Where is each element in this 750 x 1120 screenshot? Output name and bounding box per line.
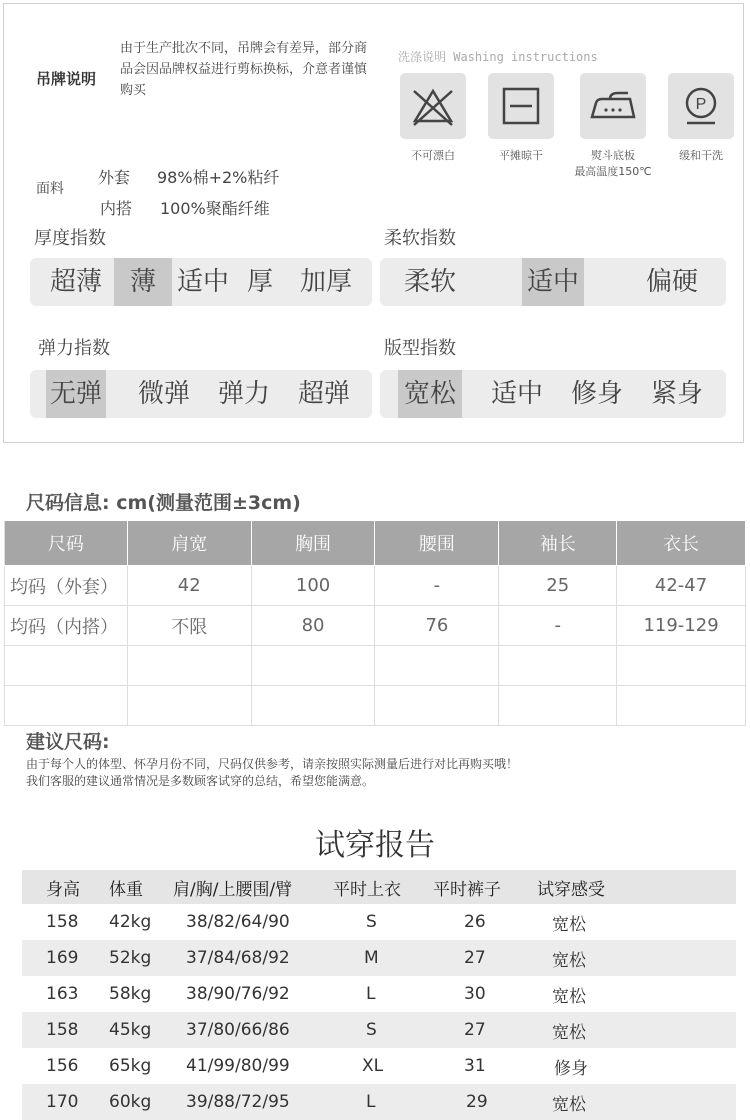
fabric-outer-value: 98%棉+2%粘纤 xyxy=(157,168,280,187)
table-cell: 169 xyxy=(22,940,108,976)
table-cell xyxy=(617,646,746,686)
table-cell: S xyxy=(366,912,377,932)
table-cell: 58kg xyxy=(109,984,152,1004)
table-cell: 60kg xyxy=(108,1084,172,1120)
table-cell: 宽松 xyxy=(536,940,736,976)
iron-icon xyxy=(580,73,646,139)
size-col-header: 腰围 xyxy=(375,521,499,566)
table-row xyxy=(22,904,736,940)
table-cell: 80 xyxy=(251,606,375,646)
table-cell xyxy=(251,686,375,726)
fabric-label: 面料 xyxy=(36,181,64,197)
table-row xyxy=(22,1012,736,1048)
tag-title: 吊牌说明 xyxy=(36,70,97,88)
table-cell: 42 xyxy=(127,566,251,606)
table-row xyxy=(22,976,736,1012)
table-cell xyxy=(375,646,499,686)
table-cell: 100 xyxy=(251,566,375,606)
trial-col-header: 平时上衣 xyxy=(332,870,432,904)
fit-option: 紧身 xyxy=(650,379,703,409)
table-row xyxy=(5,606,746,646)
wash-label-iron-temp: 最高温度150℃ xyxy=(574,165,652,178)
table-cell: 宽松 xyxy=(536,1084,736,1120)
table-cell: 163 xyxy=(46,984,79,1004)
thickness-title: 厚度指数 xyxy=(34,228,106,249)
elasticity-option: 微弹 xyxy=(137,379,190,409)
fit-option: 修身 xyxy=(570,379,623,409)
table-row xyxy=(22,940,736,976)
table-cell: M xyxy=(332,940,432,976)
table-cell: 76 xyxy=(375,606,499,646)
table-cell: 25 xyxy=(499,566,617,606)
table-cell: 37/84/68/92 xyxy=(172,940,332,976)
wash-label-no-bleach: 不可漂白 xyxy=(411,149,455,162)
elasticity-title: 弹力指数 xyxy=(38,338,110,359)
thickness-option-selected: 薄 xyxy=(114,258,172,306)
table-cell: 29 xyxy=(432,1084,536,1120)
table-cell: 41/99/80/99 xyxy=(186,1056,290,1076)
size-col-header: 肩宽 xyxy=(127,521,251,566)
advice-line-2: 我们客服的建议通常情况是多数顾客试穿的总结，希望您能满意。 xyxy=(26,774,375,788)
gentle-dry-clean-icon xyxy=(668,73,734,139)
table-cell: 26 xyxy=(464,912,486,932)
no-bleach-icon xyxy=(400,73,466,139)
table-cell xyxy=(5,686,128,726)
table-cell: 119-129 xyxy=(617,606,746,646)
advice-title: 建议尺码: xyxy=(26,731,110,753)
fit-option: 适中 xyxy=(490,379,543,409)
washing-title: 洗涤说明 Washing instructions xyxy=(398,50,598,64)
wash-label-iron: 熨斗底板 xyxy=(591,149,635,162)
trial-table-header xyxy=(22,870,736,904)
advice-line-1: 由于每个人的体型、怀孕月份不同，尺码仅供参考，请亲按照实际测量后进行对比再购买哦！ xyxy=(26,757,519,771)
elasticity-scale xyxy=(30,370,372,418)
table-cell: 均码（内搭） xyxy=(5,606,128,646)
table-cell: 39/88/72/95 xyxy=(172,1084,332,1120)
table-cell xyxy=(127,646,251,686)
table-row xyxy=(22,1084,736,1120)
table-cell: 158 xyxy=(22,1012,108,1048)
elasticity-option-selected: 无弹 xyxy=(46,370,106,418)
table-cell: 170 xyxy=(22,1084,108,1120)
size-info-title: 尺码信息: cm(测量范围±3cm) xyxy=(26,492,301,514)
table-cell: 均码（外套） xyxy=(5,566,128,606)
trial-table xyxy=(22,870,736,1120)
table-cell: - xyxy=(375,566,499,606)
fit-title: 版型指数 xyxy=(384,338,456,359)
trial-col-header: 试穿感受 xyxy=(536,870,736,904)
table-cell: 156 xyxy=(46,1056,79,1076)
table-cell: 158 xyxy=(46,912,79,932)
table-cell: 不限 xyxy=(127,606,251,646)
table-cell: - xyxy=(499,606,617,646)
table-cell: 27 xyxy=(432,940,536,976)
table-row xyxy=(5,686,746,726)
size-table-header xyxy=(5,521,746,566)
table-cell xyxy=(617,686,746,726)
softness-option: 偏硬 xyxy=(645,267,698,297)
table-cell: 42-47 xyxy=(617,566,746,606)
size-col-header: 胸围 xyxy=(251,521,375,566)
flat-dry-icon xyxy=(488,73,554,139)
thickness-option: 厚 xyxy=(246,267,273,297)
table-row xyxy=(5,566,746,606)
table-cell xyxy=(499,686,617,726)
fabric-inner-label: 内搭 xyxy=(100,199,133,218)
table-cell xyxy=(499,646,617,686)
elasticity-option: 弹力 xyxy=(217,379,270,409)
elasticity-option: 超弹 xyxy=(297,379,350,409)
fabric-outer-label: 外套 xyxy=(98,168,131,187)
table-row xyxy=(22,1048,736,1084)
size-col-header: 衣长 xyxy=(617,521,746,566)
fabric-inner-value: 100%聚酯纤维 xyxy=(160,199,270,218)
softness-option-selected: 适中 xyxy=(522,258,584,306)
table-cell xyxy=(251,646,375,686)
fit-scale xyxy=(380,370,726,418)
size-table xyxy=(4,520,746,726)
table-cell: 31 xyxy=(464,1056,486,1076)
table-cell: 宽松 xyxy=(536,1012,736,1048)
table-cell: 65kg xyxy=(109,1056,152,1076)
softness-option: 柔软 xyxy=(403,267,456,297)
trial-col-header: 体重 xyxy=(108,870,172,904)
table-cell: 30 xyxy=(464,984,486,1004)
table-cell: L xyxy=(366,984,376,1004)
table-row xyxy=(5,646,746,686)
softness-scale xyxy=(380,258,726,306)
svg-text:P: P xyxy=(695,96,707,113)
trial-col-header: 身高 xyxy=(22,870,108,904)
table-cell: 52kg xyxy=(108,940,172,976)
size-col-header: 袖长 xyxy=(499,521,617,566)
thickness-option: 适中 xyxy=(176,267,229,297)
trial-report-title: 试穿报告 xyxy=(315,828,435,863)
wash-label-flat-dry: 平摊晾干 xyxy=(499,149,543,162)
table-cell: 45kg xyxy=(108,1012,172,1048)
table-cell: 宽松 xyxy=(552,914,586,935)
table-cell xyxy=(5,646,128,686)
trial-col-header: 肩/胸/上腰围/臂 xyxy=(172,870,332,904)
table-cell: 宽松 xyxy=(552,986,586,1007)
thickness-option: 超薄 xyxy=(49,267,102,297)
table-cell xyxy=(127,686,251,726)
table-cell: 42kg xyxy=(109,912,152,932)
table-cell xyxy=(375,686,499,726)
wash-label-dry-clean: 缓和干洗 xyxy=(679,149,723,162)
table-cell: 37/80/66/86 xyxy=(172,1012,332,1048)
thickness-scale xyxy=(30,258,372,306)
thickness-option: 加厚 xyxy=(299,267,352,297)
size-col-header: 尺码 xyxy=(5,521,128,566)
table-cell: 修身 xyxy=(554,1058,588,1079)
fit-option-selected: 宽松 xyxy=(398,370,462,418)
table-cell: 38/82/64/90 xyxy=(186,912,290,932)
table-cell: 27 xyxy=(432,1012,536,1048)
trial-col-header: 平时裤子 xyxy=(432,870,536,904)
table-cell: S xyxy=(332,1012,432,1048)
table-cell: L xyxy=(332,1084,432,1120)
table-cell: XL xyxy=(362,1056,384,1076)
table-cell: 38/90/76/92 xyxy=(186,984,290,1004)
softness-title: 柔软指数 xyxy=(384,228,456,249)
tag-note: 由于生产批次不同，吊牌会有差异，部分商品会因品牌权益进行剪标换标，介意者谨慎购买 xyxy=(120,41,368,98)
